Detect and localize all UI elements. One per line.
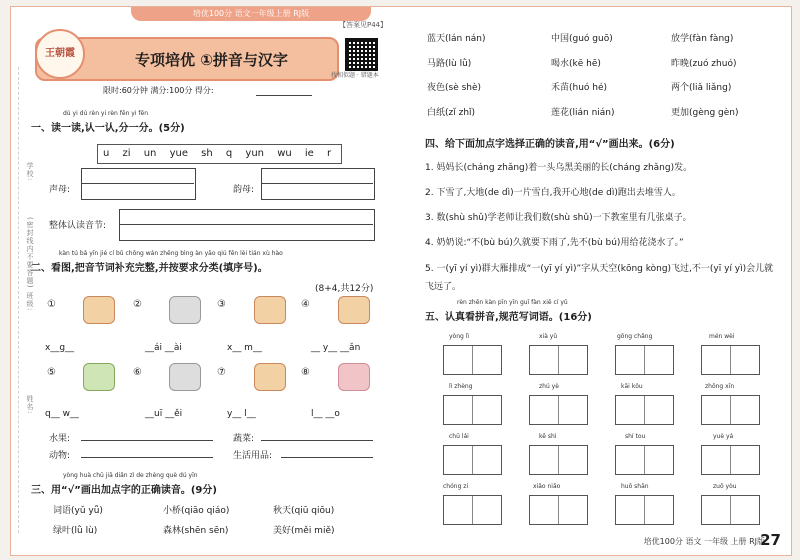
q5-pinyin-9: chū lái xyxy=(449,433,469,440)
q1-yunmu-label: 韵母: xyxy=(233,185,255,195)
q2-title: 二、看图,把音节词补充完整,并按要求分类(填序号)。 xyxy=(31,263,268,274)
q2-item-8: ⑧ xyxy=(301,367,310,378)
q5-pinyin-11: shí tou xyxy=(625,433,646,440)
logo: 王朝霞 xyxy=(35,29,85,79)
side-class: 班级: xyxy=(26,292,34,312)
q2-row1-4: __ y__ __ǎn xyxy=(311,343,361,353)
q1-yunmu-box[interactable] xyxy=(261,168,375,200)
q5-pinyin-1: yòng lì xyxy=(449,333,470,340)
q2-row1-3: x__ m__ xyxy=(227,343,262,353)
answer-reference: 【答案见P44】 xyxy=(339,21,388,29)
q5-pinyin-14: xiǎo niǎo xyxy=(533,483,561,490)
q5-pinyin-8: zhōng xīn xyxy=(705,383,735,390)
q3-item-1[interactable]: 词语(yǔ yǚ) xyxy=(53,506,103,516)
q1-zhengti-box[interactable] xyxy=(119,209,375,241)
q2-vegetable-answer[interactable] xyxy=(261,440,373,441)
q3-pinyin: yòng huà chū jiā diǎn zì de zhèng què dú yīn xyxy=(63,472,198,479)
q5-grid-15[interactable] xyxy=(615,495,674,525)
side-note: (密封线内不要答题) xyxy=(26,217,34,289)
q2-vegetable-label: 蔬菜: xyxy=(233,434,255,444)
q2-supplies-answer[interactable] xyxy=(281,457,373,458)
pear-icon xyxy=(254,363,286,391)
q2-animal-label: 动物: xyxy=(49,451,71,461)
q3-item-4[interactable]: 绿叶(lǜ lù) xyxy=(53,526,98,536)
q5-title: 五、认真看拼音,规范写词语。(16分) xyxy=(425,312,592,323)
q4-word-4[interactable]: 马路(lù lǜ) xyxy=(427,59,472,69)
q2-fruit-answer[interactable] xyxy=(81,440,213,441)
orange-icon xyxy=(83,296,115,324)
q5-grid-2[interactable] xyxy=(529,345,588,375)
q2-fruit-label: 水果: xyxy=(49,434,71,444)
q4-sentence-1[interactable]: 1. 妈妈长(cháng zhǎng)着一头乌黑美丽的长(cháng zhǎng)发。 xyxy=(425,163,693,173)
q2-row2-4: l__ __o xyxy=(311,409,340,419)
q5-pinyin-6: zhú yè xyxy=(539,383,559,390)
q2-score: (8+4,共12分) xyxy=(315,284,374,294)
q5-grid-1[interactable] xyxy=(443,345,502,375)
qr-note: 找相似题 · 错题本 xyxy=(331,72,379,79)
q1-zhengti-label: 整体认读音节: xyxy=(49,221,107,231)
q3-item-3[interactable]: 秋天(qiū qiōu) xyxy=(273,506,335,516)
q4-word-1[interactable]: 蓝天(lán nán) xyxy=(427,34,486,44)
side-school: 学校: xyxy=(26,162,34,182)
qr-code xyxy=(345,38,378,71)
q5-grid-5[interactable] xyxy=(443,395,502,425)
q3-item-2[interactable]: 小桥(qiāo qiáo) xyxy=(163,506,230,516)
page-number: 27 xyxy=(760,531,781,549)
q1-shengmu-label: 声母: xyxy=(49,185,71,195)
q2-item-6: ⑥ xyxy=(133,367,142,378)
footer-text: 培优100分 语文 一年级 上册 RJ版 xyxy=(643,537,765,546)
q2-row2-3: y__ l__ xyxy=(227,409,256,419)
q4-title: 四、给下面加点字选择正确的读音,用“√”画出来。(6分) xyxy=(425,139,675,150)
q2-item-7: ⑦ xyxy=(217,367,226,378)
q5-grid-14[interactable] xyxy=(529,495,588,525)
q5-pinyin-15: huǒ shān xyxy=(621,483,649,490)
q4-word-11[interactable]: 莲花(lián nián) xyxy=(551,108,615,118)
q1-pinyin: dú yi dú rèn yi rèn fēn yi fēn xyxy=(63,110,149,117)
q5-grid-3[interactable] xyxy=(615,345,674,375)
q5-pinyin-16: zuǒ yòu xyxy=(713,483,737,490)
side-name: 姓名: xyxy=(26,395,34,415)
q4-word-3[interactable]: 放学(fàn fàng) xyxy=(671,34,734,44)
q5-grid-10[interactable] xyxy=(529,445,588,475)
umbrella-icon xyxy=(338,296,370,324)
q5-pinyin-13: chóng zi xyxy=(443,483,469,490)
q1-zhengti-divider xyxy=(119,224,373,225)
worksheet-page xyxy=(10,6,792,556)
q2-supplies-label: 生活用品: xyxy=(233,451,273,461)
q5-grid-8[interactable] xyxy=(701,395,760,425)
q4-sentence-5[interactable]: 5. 一(yī yí yì)群大雁排成“一(yī yí yì)”字从天空(kōng kòng)飞过,不一(yī yí yì)会儿就飞远了。 xyxy=(425,264,774,292)
q4-word-6[interactable]: 昨晚(zuó zhuó) xyxy=(671,59,737,69)
q2-item-4: ④ xyxy=(301,299,310,310)
q5-pinyin-4: mén wèi xyxy=(709,333,735,340)
q4-sentence-4[interactable]: 4. 奶奶说:“不(bù bú)久就要下雨了,先不(bù bú)用给花浇水了。” xyxy=(425,238,684,248)
q2-row2-2: __uī __ěi xyxy=(145,409,183,419)
cup-icon xyxy=(169,363,201,391)
q5-pinyin-5: lì zhèng xyxy=(449,383,473,390)
q1-title: 一、读一读,认一认,分一分。(5分) xyxy=(31,123,185,134)
exam-meta: 限时:60分钟 满分:100分 得分: xyxy=(103,86,214,95)
q5-grid-4[interactable] xyxy=(701,345,760,375)
q5-pinyin-7: kāi kǒu xyxy=(621,383,643,390)
cabbage-icon xyxy=(169,296,201,324)
q1-yunmu-divider xyxy=(261,183,373,184)
binding-line xyxy=(18,67,19,533)
cat-icon xyxy=(254,296,286,324)
q5-grid-13[interactable] xyxy=(443,495,502,525)
q2-row2-1: q__ w__ xyxy=(45,409,79,419)
q2-row1-1: x__g__ xyxy=(45,343,75,353)
q2-pinyin: kàn tú bǎ yīn jié cí bǔ chōng wán zhěng bìng àn yāo qiú fēn lèi tián xù hào xyxy=(59,250,283,257)
q2-item-5: ⑤ xyxy=(47,367,56,378)
q4-word-12[interactable]: 更加(gèng gèn) xyxy=(671,108,739,118)
q5-grid-7[interactable] xyxy=(615,395,674,425)
q2-item-3: ③ xyxy=(217,299,226,310)
top-banner: 培优100分 语文一年级上册 RJ版 xyxy=(131,7,371,21)
q5-pinyin-2: xià yǔ xyxy=(539,333,558,340)
q4-word-8[interactable]: 禾苗(huó hé) xyxy=(551,83,608,93)
q5-grid-11[interactable] xyxy=(615,445,674,475)
q5-pinyin-10: kě shì xyxy=(539,433,557,440)
q4-word-5[interactable]: 喝水(kē hē) xyxy=(551,59,601,69)
q5-grid-16[interactable] xyxy=(701,495,760,525)
q2-row1-2: __ái __ài xyxy=(145,343,182,353)
q2-animal-answer[interactable] xyxy=(81,457,213,458)
q4-sentence-2[interactable]: 2. 下雪了,大地(de dì)一片雪白,我开心地(de dì)跑出去堆雪人。 xyxy=(425,188,681,198)
q4-sentence-3[interactable]: 3. 数(shù shǔ)学老师让我们数(shù shǔ)一下教室里有几张桌子。 xyxy=(425,213,692,223)
q3-item-5[interactable]: 森林(shēn sēn) xyxy=(163,526,229,536)
page-title: 专项培优 ①拼音与汉字 xyxy=(135,51,288,69)
q4-word-2[interactable]: 中国(guó guō) xyxy=(551,34,613,44)
q5-grid-9[interactable] xyxy=(443,445,502,475)
score-line xyxy=(256,95,312,96)
q2-item-1: ① xyxy=(47,299,56,310)
q5-pinyin-3: gōng chǎng xyxy=(617,333,653,340)
q1-shengmu-divider xyxy=(81,183,194,184)
q4-word-9[interactable]: 两个(liǎ liǎng) xyxy=(671,83,732,93)
q3-title: 三、用“√”画出加点字的正确读音。(9分) xyxy=(31,485,217,496)
radish-icon xyxy=(338,363,370,391)
frog-icon xyxy=(83,363,115,391)
q4-word-7[interactable]: 夜色(sè shè) xyxy=(427,83,482,93)
q3-item-6[interactable]: 美好(měi miě) xyxy=(273,526,335,536)
q1-shengmu-box[interactable] xyxy=(81,168,196,200)
q5-grid-6[interactable] xyxy=(529,395,588,425)
q5-pinyin-12: yuè yá xyxy=(713,433,734,440)
q5-grid-12[interactable] xyxy=(701,445,760,475)
q4-word-10[interactable]: 白纸(zǐ zhǐ) xyxy=(427,108,476,118)
q1-letter-box: u zi un yue sh q yun wu ie r xyxy=(97,144,342,164)
q2-item-2: ② xyxy=(133,299,142,310)
q5-pinyin: rèn zhēn kàn pīn yīn guī fàn xiě cí yǔ xyxy=(457,299,568,306)
